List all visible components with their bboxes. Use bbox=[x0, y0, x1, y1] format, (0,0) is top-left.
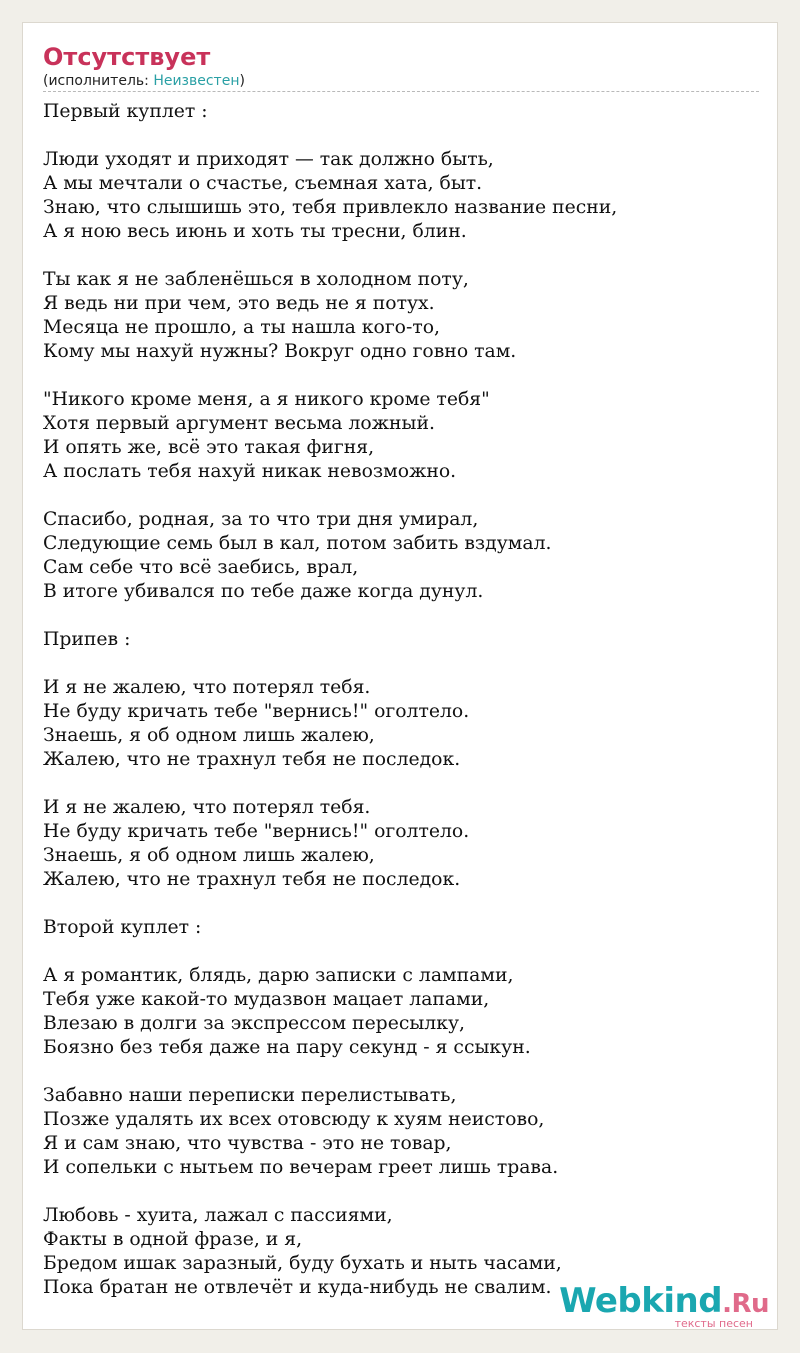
lyric-line: Я и сам знаю, что чувства - это не товар, bbox=[43, 1133, 452, 1154]
lyric-line: А мы мечтали о счастье, съемная хата, быт. bbox=[43, 173, 483, 194]
lyric-line: Сам себе что всё заебись, врал, bbox=[43, 557, 359, 578]
lyric-line: Ты как я не забленёшься в холодном поту, bbox=[43, 269, 469, 290]
lyric-line: Знаешь, я об одном лишь жалею, bbox=[43, 725, 375, 746]
artist-line bbox=[43, 72, 245, 90]
lyric-blank-line bbox=[43, 244, 759, 268]
lyric-blank-line bbox=[43, 604, 759, 628]
lyric-line: Бредом ишак заразный, буду бухать и ныть часами, bbox=[43, 1253, 562, 1274]
lyric-line: Месяца не прошло, а ты нашла кого-то, bbox=[43, 317, 441, 338]
lyric-line: Факты в одной фразе, и я, bbox=[43, 1229, 303, 1250]
artist-prefix: (исполнитель: bbox=[43, 73, 154, 89]
lyric-line: И опять же, всё это такая фигня, bbox=[43, 437, 375, 458]
lyric-blank-line bbox=[43, 892, 759, 916]
lyric-line: Жалею, что не трахнул тебя не последок. bbox=[43, 749, 461, 770]
song-header bbox=[43, 43, 759, 92]
lyric-line: Жалею, что не трахнул тебя не последок. bbox=[43, 869, 461, 890]
lyric-line: Я ведь ни при чем, это ведь не я потух. bbox=[43, 293, 435, 314]
artist-suffix: ) bbox=[239, 73, 245, 89]
lyric-line: Люди уходят и приходят — так должно быть, bbox=[43, 149, 494, 170]
lyric-blank-line bbox=[43, 1180, 759, 1204]
lyric-line: Не буду кричать тебе "вернись!" оголтело. bbox=[43, 701, 470, 722]
lyric-blank-line bbox=[43, 772, 759, 796]
lyric-line: В итоге убивался по тебе даже когда дунул. bbox=[43, 581, 484, 602]
lyric-line: Боязно без тебя даже на пару секунд - я ссыкун. bbox=[43, 1037, 531, 1058]
lyric-line: Второй куплет : bbox=[43, 917, 202, 938]
lyric-line: "Никого кроме меня, а я никого кроме тебя" bbox=[43, 389, 490, 410]
webkind-logo[interactable] bbox=[559, 1281, 771, 1330]
lyric-blank-line bbox=[43, 652, 759, 676]
song-title: Отсутствует bbox=[43, 43, 211, 71]
lyric-line: Знаю, что слышишь это, тебя привлекло название песни, bbox=[43, 197, 618, 218]
lyric-line: Влезаю в долги за экспрессом пересылку, bbox=[43, 1013, 465, 1034]
logo-main-text: Webkind bbox=[559, 1281, 723, 1321]
lyric-line: Следующие семь был в кал, потом забить вздумал. bbox=[43, 533, 552, 554]
artist-link[interactable]: Неизвестен bbox=[153, 73, 240, 89]
lyric-line: Хотя первый аргумент весьма ложный. bbox=[43, 413, 435, 434]
lyrics-page bbox=[22, 22, 778, 1330]
lyric-line: Забавно наши переписки перелистывать, bbox=[43, 1085, 457, 1106]
lyric-line: Первый куплет : bbox=[43, 101, 208, 122]
logo-tld-text: .Ru bbox=[722, 1289, 769, 1319]
lyric-line: Знаешь, я об одном лишь жалею, bbox=[43, 845, 375, 866]
lyric-line: Не буду кричать тебе "вернись!" оголтело. bbox=[43, 821, 470, 842]
lyrics-text bbox=[43, 100, 759, 1300]
lyric-line: Спасибо, родная, за то что три дня умирал, bbox=[43, 509, 479, 530]
lyric-line: Любовь - хуита, лажал с пассиями, bbox=[43, 1205, 393, 1226]
lyric-blank-line bbox=[43, 1060, 759, 1084]
lyric-blank-line bbox=[43, 940, 759, 964]
lyric-line: Позже удалять их всех отовсюду к хуям неистово, bbox=[43, 1109, 545, 1130]
lyric-line: А я романтик, блядь, дарю записки с лампами, bbox=[43, 965, 514, 986]
lyric-line: Пока братан не отвлечёт и куда-нибудь не свалим. bbox=[43, 1277, 552, 1298]
logo-tagline: тексты песен bbox=[674, 1317, 753, 1330]
lyric-line: Припев : bbox=[43, 629, 131, 650]
lyric-blank-line bbox=[43, 124, 759, 148]
lyric-line: Тебя уже какой-то мудазвон мацает лапами, bbox=[43, 989, 490, 1010]
lyric-line: И я не жалею, что потерял тебя. bbox=[43, 677, 371, 698]
lyric-line: И я не жалею, что потерял тебя. bbox=[43, 797, 371, 818]
lyric-line: Кому мы нахуй нужны? Вокруг одно говно там. bbox=[43, 341, 517, 362]
lyric-blank-line bbox=[43, 364, 759, 388]
lyric-line: А я ною весь июнь и хоть ты тресни, блин. bbox=[43, 221, 467, 242]
lyric-blank-line bbox=[43, 484, 759, 508]
lyric-line: И сопельки с нытьем по вечерам греет лишь трава. bbox=[43, 1157, 559, 1178]
lyric-line: А послать тебя нахуй никак невозможно. bbox=[43, 461, 457, 482]
